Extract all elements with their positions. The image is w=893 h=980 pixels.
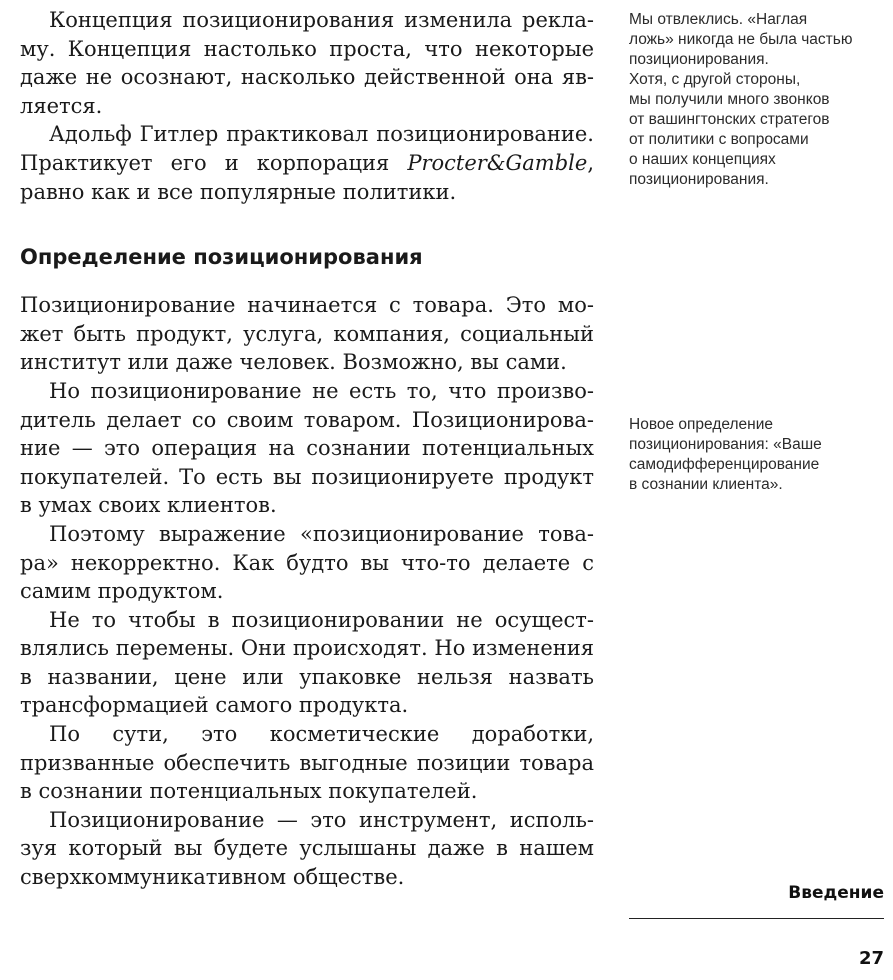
paragraph-hitler-procter bbox=[20, 120, 594, 206]
paragraph-product-positioning-incorrect: Поэтому выражение «позиционирование товара» некорректно. Как будто вы что-то делаете с самим продуктом. bbox=[20, 521, 594, 604]
page-number: 27 bbox=[858, 948, 884, 969]
main-text-column bbox=[20, 6, 594, 892]
brand-name: Procter&Gamble bbox=[407, 150, 588, 175]
running-section-title: Введение bbox=[788, 883, 884, 903]
paragraph-positioning-starts: Позиционирование начинается с товара. Это может быть продукт, услуга, компания, социальный институт или даже человек. Возможно, вы сами. bbox=[20, 293, 594, 375]
paragraph-positioning-tool: Позиционирование — это инструмент, используя который вы будете услышаны даже в нашем сверхкоммуникативном обществе. bbox=[20, 807, 594, 890]
paragraph-changes-happen: Не то чтобы в позиционировании не осуществлялись перемены. Они происходят. Но изменения в названии, цене или упаковке нельзя назвать трансформацией самого продукта. bbox=[20, 607, 594, 718]
margin-note-new-definition bbox=[629, 415, 884, 495]
paragraph-not-what-producer-does: Но позиционирование не есть то, что производитель делает со своим товаром. Позиционирование — это операция на сознании потенциальных покупателей. То есть вы позиционируете продукт в умах своих клиентов. bbox=[20, 378, 594, 518]
section-heading: Определение позиционирования bbox=[20, 245, 423, 270]
margin-note-text: Новое определение позиционирования: «Ваше самодифференцирование в сознании клиента». bbox=[629, 416, 822, 493]
paragraph-positioning-changed-ads: Концепция позиционирования изменила рекламу. Концепция настолько проста, что некоторые даже не осознают, насколько действенной она является. bbox=[20, 8, 594, 118]
paragraph-cosmetic-changes: По сути, это косметические доработки, призванные обеспечить выгодные позиции товара в сознании потенциальных покупателей. bbox=[20, 722, 594, 804]
margin-note-digression bbox=[629, 10, 884, 190]
footer-divider bbox=[629, 918, 884, 919]
paragraph-text: Адольф Гитлер практиковал позиционирование. Практикует его и корпорация bbox=[20, 122, 594, 175]
margin-note-text: Мы отвлеклись. «Наглая ложь» никогда не была частью позиционирования. Хотя, с другой стороны, мы получили много звонков от вашингтонских стратегов от политики с вопросами о наших концепциях позиционирования. bbox=[629, 11, 853, 188]
paragraph-text: , равно как и все популярные политики. bbox=[20, 150, 594, 204]
